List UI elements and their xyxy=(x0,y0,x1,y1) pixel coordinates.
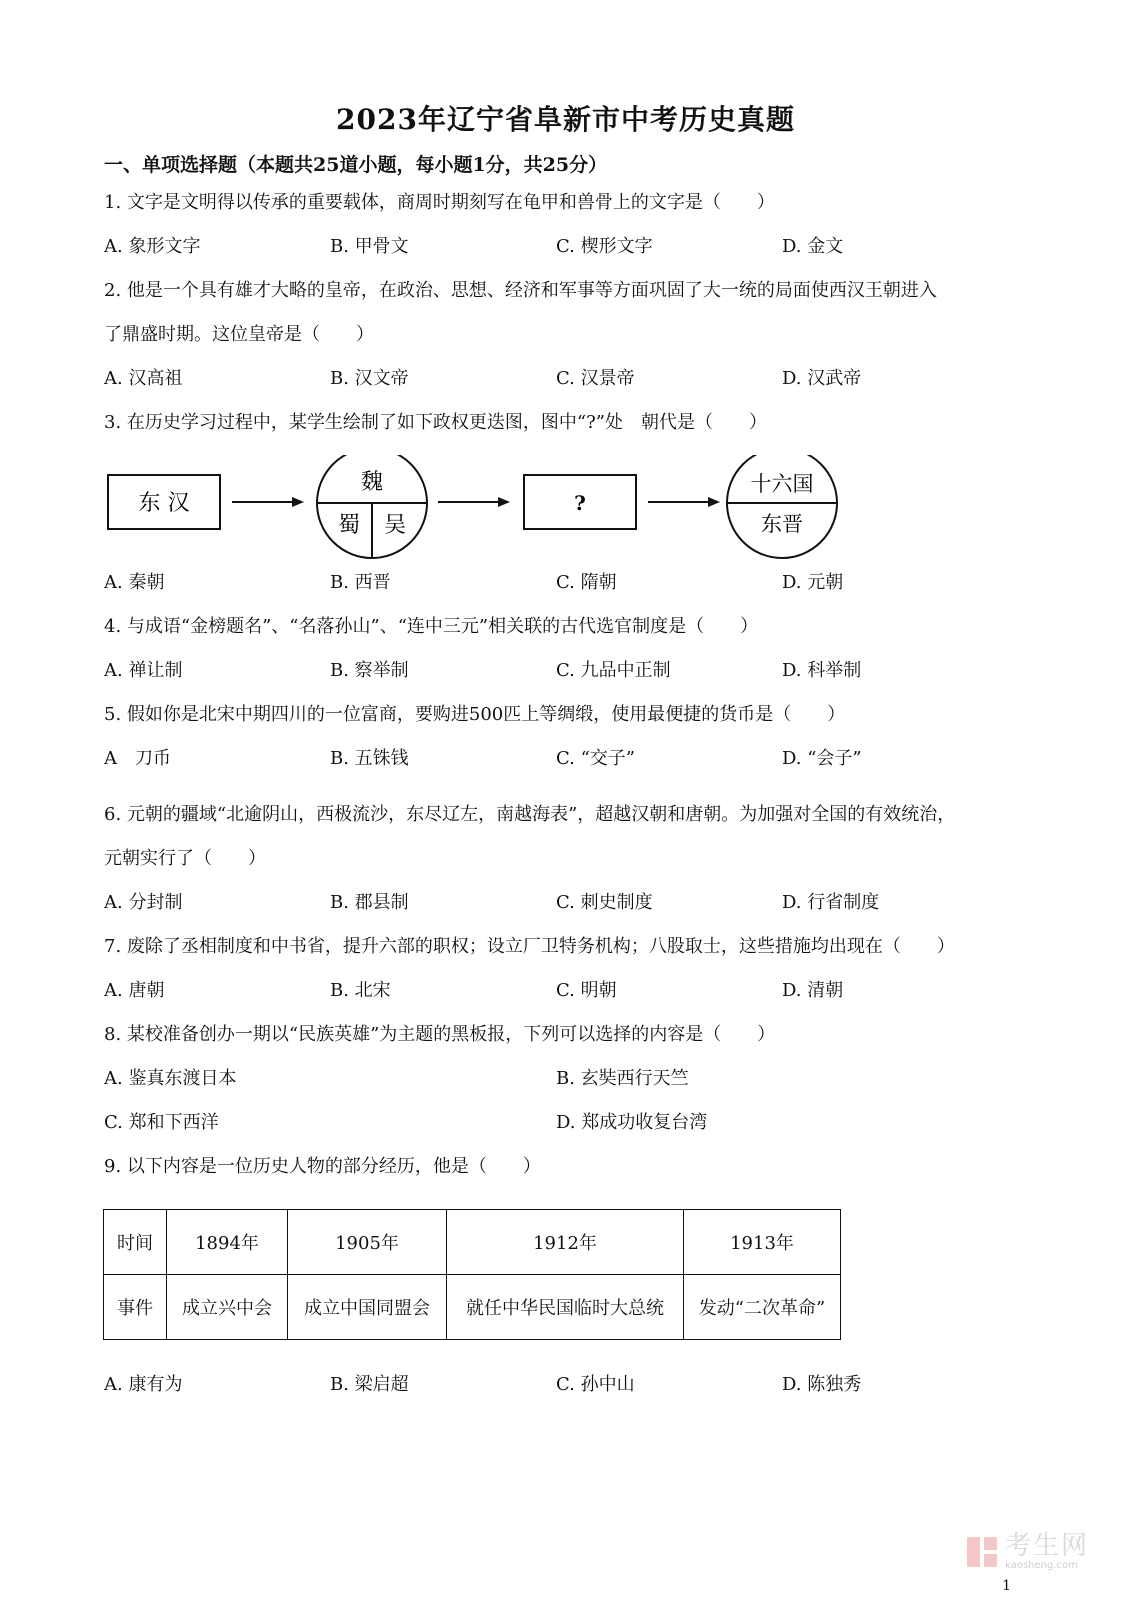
eastern-jin-label: 东晋 xyxy=(761,512,803,536)
wu-label: 吴 xyxy=(383,513,407,538)
q4-option-c: C. 九品中正制 xyxy=(556,660,671,681)
q4-option-a: A. 禅让制 xyxy=(104,660,183,681)
question-2-text: 2. 他是一个具有雄才大略的皇帝，在政治、思想、经济和军事等方面巩固了大一统的局面使西汉王朝进入 xyxy=(104,280,937,301)
table-cell: 1905年 xyxy=(288,1210,447,1275)
sixteen-kingdoms-circle xyxy=(727,455,837,558)
question-6-text: 6. 元朝的疆域“北逾阴山，西极流沙，东尽辽左，南越海表”，超越汉朝和唐朝。为加强对全国的有效统治， xyxy=(104,804,956,825)
q3-option-a: A. 秦朝 xyxy=(104,572,165,593)
section-heading: 一、单项选择题（本题共25道小题，每小题1分，共25分） xyxy=(104,154,608,176)
q3-option-b: B. 西晋 xyxy=(330,572,391,593)
q9-option-d: D. 陈独秀 xyxy=(782,1374,862,1395)
q7-option-c: C. 明朝 xyxy=(556,980,617,1001)
question-3-text: 3. 在历史学习过程中，某学生绘制了如下政权更迭图，图中“?”处 朝代是（ ） xyxy=(104,412,767,433)
q8-option-c: C. 郑和下西洋 xyxy=(104,1112,219,1133)
q1-option-a: A. 象形文字 xyxy=(104,236,201,257)
q8-option-b: B. 玄奘西行天竺 xyxy=(556,1068,689,1089)
history-events-table xyxy=(103,1209,841,1340)
q9-option-c: C. 孙中山 xyxy=(556,1374,635,1395)
page-title: 2023年辽宁省阜新市中考历史真题 xyxy=(336,103,795,136)
question-7-text: 7. 废除了丞相制度和中书省，提升六部的职权；设立厂卫特务机构；八股取士，这些措施均出现在（ ） xyxy=(104,936,955,957)
kaosheng-logo-icon xyxy=(965,1535,999,1569)
shu-label: 蜀 xyxy=(337,513,361,538)
table-cell: 时间 xyxy=(104,1210,167,1275)
arrow-2-head xyxy=(498,497,510,507)
unknown-dynasty-label: ? xyxy=(574,491,586,515)
q7-option-b: B. 北宋 xyxy=(330,980,391,1001)
q2-option-b: B. 汉文帝 xyxy=(330,368,409,389)
q5-option-b: B. 五铢钱 xyxy=(330,748,409,769)
table-row-time xyxy=(104,1210,841,1275)
question-1-text: 1. 文字是文明得以传承的重要载体，商周时期刻写在龟甲和兽骨上的文字是（ ） xyxy=(104,192,775,213)
logo-text: 考生网 xyxy=(1004,1531,1089,1561)
table-cell: 事件 xyxy=(104,1275,167,1340)
q1-option-d: D. 金文 xyxy=(782,236,844,257)
kaosheng-logo xyxy=(965,1532,1089,1572)
q4-option-b: B. 察举制 xyxy=(330,660,409,681)
question-4-text: 4. 与成语“金榜题名”、“名落孙山”、“连中三元”相关联的古代选官制度是（ ） xyxy=(104,616,759,637)
table-row-event xyxy=(104,1275,841,1340)
q5-option-c: C. “交子” xyxy=(556,748,635,769)
q6-option-d: D. 行省制度 xyxy=(782,892,880,913)
q9-option-a: A. 康有为 xyxy=(104,1374,183,1395)
q4-option-d: D. 科举制 xyxy=(782,660,862,681)
table-cell: 发动“二次革命” xyxy=(684,1275,841,1340)
q5-option-d: D. “会子” xyxy=(782,748,862,769)
q5-option-a: A 刀币 xyxy=(104,748,171,769)
q3-option-c: C. 隋朝 xyxy=(556,572,617,593)
q7-option-a: A. 唐朝 xyxy=(104,980,165,1001)
q1-option-c: C. 楔形文字 xyxy=(556,236,653,257)
q1-option-b: B. 甲骨文 xyxy=(330,236,409,257)
q3-option-d: D. 元朝 xyxy=(782,572,844,593)
arrow-3-head xyxy=(708,497,720,507)
q6-option-b: B. 郡县制 xyxy=(330,892,409,913)
question-9-text: 9. 以下内容是一位历史人物的部分经历，他是（ ） xyxy=(104,1156,541,1177)
table-cell: 1894年 xyxy=(167,1210,288,1275)
q2-option-c: C. 汉景帝 xyxy=(556,368,635,389)
table-cell: 就任中华民国临时大总统 xyxy=(447,1275,684,1340)
q7-option-d: D. 清朝 xyxy=(782,980,844,1001)
eastern-han-label: 东 汉 xyxy=(138,491,190,516)
sixteen-kingdoms-label: 十六国 xyxy=(750,472,814,496)
q8-option-a: A. 鉴真东渡日本 xyxy=(104,1068,237,1089)
table-cell: 1913年 xyxy=(684,1210,841,1275)
q2-option-d: D. 汉武帝 xyxy=(782,368,862,389)
table-cell: 成立兴中会 xyxy=(167,1275,288,1340)
q2-option-a: A. 汉高祖 xyxy=(104,368,183,389)
question-5-text: 5. 假如你是北宋中期四川的一位富商，要购进500匹上等绸缎，使用最便捷的货币是（ ） xyxy=(104,704,846,725)
q6-option-a: A. 分封制 xyxy=(104,892,183,913)
page-number: 1 xyxy=(1002,1578,1011,1594)
table-cell: 成立中国同盟会 xyxy=(288,1275,447,1340)
q8-option-d: D. 郑成功收复台湾 xyxy=(556,1112,708,1133)
question-6-text-cont: 元朝实行了（ ） xyxy=(104,848,266,869)
question-2-text-cont: 了鼎盛时期。这位皇帝是（ ） xyxy=(104,324,374,345)
q6-option-c: C. 刺史制度 xyxy=(556,892,653,913)
arrow-1-head xyxy=(292,497,304,507)
wei-label: 魏 xyxy=(360,470,384,495)
q9-option-b: B. 梁启超 xyxy=(330,1374,409,1395)
regime-succession-diagram xyxy=(104,455,864,575)
table-cell: 1912年 xyxy=(447,1210,684,1275)
question-8-text: 8. 某校准备创办一期以“民族英雄”为主题的黑板报，下列可以选择的内容是（ ） xyxy=(104,1024,776,1045)
logo-url: kaosheng.com xyxy=(1004,1560,1078,1571)
